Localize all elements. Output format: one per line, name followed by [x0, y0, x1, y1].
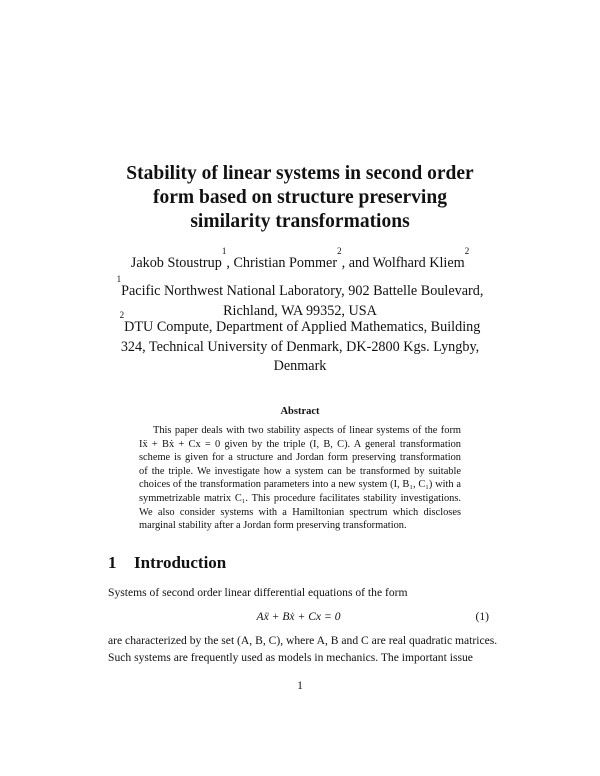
- paragraph-line: Such systems are frequently used as models in mechanics. The important issue: [108, 651, 473, 664]
- equation-body: Aẍ + Bẋ + Cx = 0: [256, 610, 341, 623]
- author-affil-mark: 2: [337, 246, 342, 256]
- author-affil-mark: 1: [221, 246, 227, 256]
- author-affil-mark: 2: [464, 246, 470, 256]
- affiliation-1: [110, 274, 490, 321]
- page-number: 1: [297, 679, 303, 692]
- author-name: Wolfhard Kliem: [372, 255, 465, 271]
- affiliation-mark: 1: [116, 274, 122, 284]
- affiliation-line: Denmark: [273, 358, 327, 374]
- affiliation-line: DTU Compute, Department of Applied Mathematics, Building: [124, 319, 481, 335]
- author-list: [60, 246, 540, 272]
- body-paragraph: [108, 632, 498, 666]
- equation-number: (1): [475, 610, 489, 623]
- paragraph-line: are characterized by the set (A, B, C), where A, B and C are real quadratic matrices.: [108, 634, 498, 647]
- author-name: Christian Pommer: [233, 255, 338, 271]
- abstract-line: of the triple. We investigate how a system can be transformed by suitable: [139, 465, 461, 477]
- abstract-line: symmetrizable matrix C₁. This procedure facilitates stability investigations.: [139, 492, 461, 504]
- affiliation-line: 324, Technical University of Denmark, DK-2800 Kgs. Lyngby,: [120, 338, 480, 355]
- section-number: 1: [108, 553, 117, 572]
- section-title: Introduction: [134, 553, 227, 572]
- abstract-line: scheme is given for a structure and Jordan form preserving transformation: [139, 452, 461, 464]
- abstract-heading: Abstract: [280, 406, 320, 417]
- section-heading: [108, 553, 226, 573]
- author-separator: , and: [341, 255, 373, 271]
- author-separator: ,: [226, 255, 234, 271]
- title-line: form based on structure preserving: [153, 187, 447, 208]
- author-name: Jakob Stoustrup: [130, 255, 222, 271]
- abstract-line: Iẍ + Bẋ + Cx = 0 given by the triple (I, B, C). A general transformation: [139, 438, 461, 450]
- title-line: similarity transformations: [190, 211, 410, 232]
- affiliation-line: Richland, WA 99352, USA: [223, 302, 377, 319]
- abstract-line: We also consider systems with a Hamiltonian spectrum which discloses: [139, 506, 461, 518]
- abstract-body: [139, 424, 461, 533]
- paper-title: [100, 162, 500, 234]
- affiliation-mark: 2: [119, 310, 125, 320]
- intro-paragraph: Systems of second order linear differential equations of the form: [108, 586, 408, 599]
- affiliation-line: Pacific Northwest National Laboratory, 902 Battelle Boulevard,: [121, 283, 484, 299]
- abstract-line: This paper deals with two stability aspects of linear systems of the form: [153, 425, 461, 436]
- title-line: Stability of linear systems in second order: [126, 163, 474, 184]
- abstract-line: choices of the transformation parameters into a new system (I, B₁, C₁) with a: [139, 479, 461, 491]
- abstract-line: marginal stability after a Jordan form preserving transformation.: [139, 520, 407, 532]
